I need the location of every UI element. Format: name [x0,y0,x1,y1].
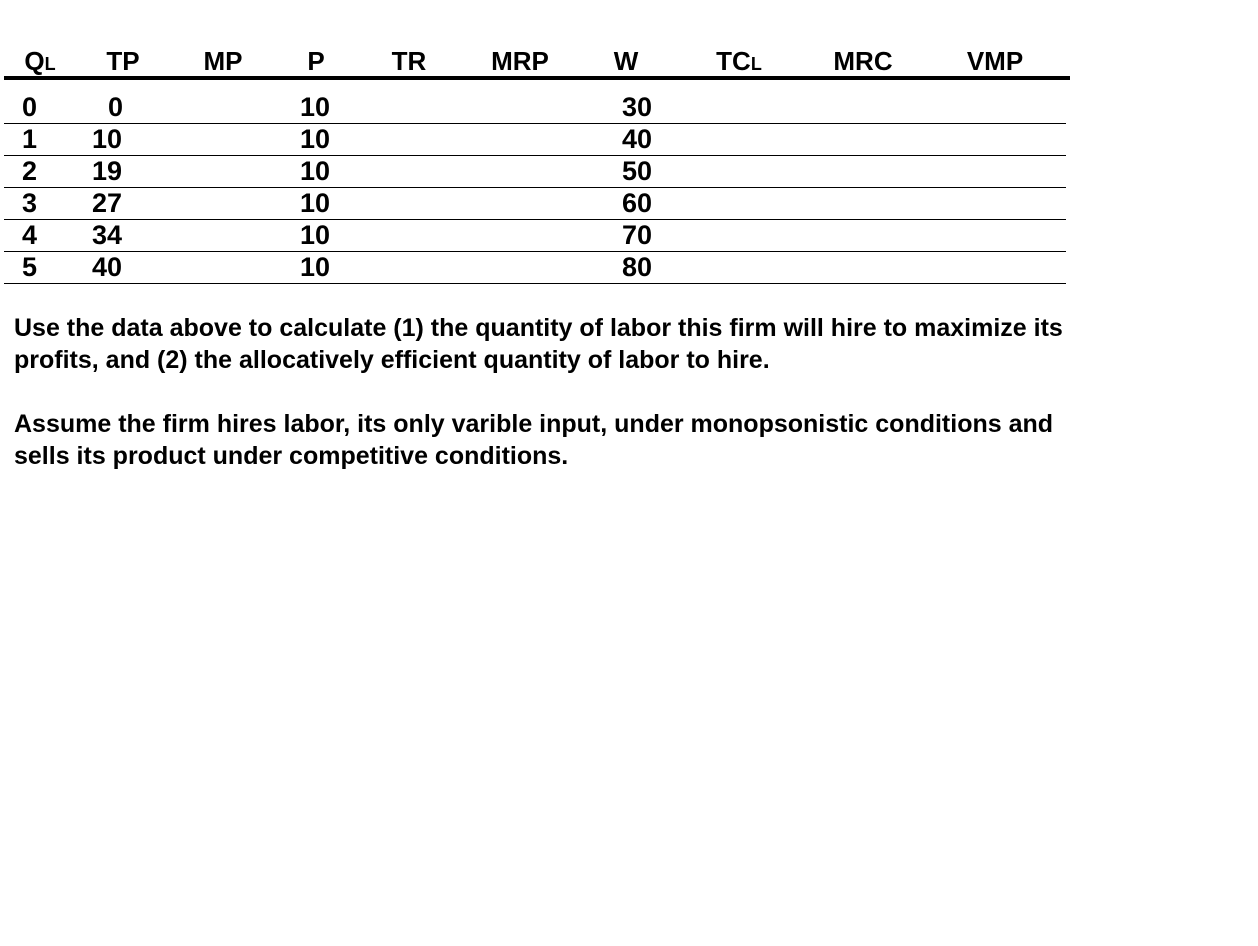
table-row [4,252,1066,284]
cell-tp: 40 [92,252,123,282]
table-row [4,156,1066,188]
header-mrp: MRP [491,46,549,76]
cell-w: 50 [622,156,653,186]
cell-p: 10 [300,92,331,122]
table-row [4,188,1066,220]
table-row [4,80,1066,124]
table-row [4,220,1066,252]
header-tp: TP [106,46,140,76]
cell-tp: 34 [92,220,123,250]
cell-w: 30 [622,92,653,122]
instruction-paragraph-2: Assume the firm hires labor, its only varible input, under monopsonistic conditions and sells its product under competitive conditions. [14,410,1054,470]
header-ql: QL [24,46,56,76]
cell-p: 10 [300,252,331,282]
header-tr: TR [391,46,427,76]
cell-p: 10 [300,156,331,186]
cell-ql: 3 [22,188,38,218]
header-mrc: MRC [833,46,893,76]
cell-p: 10 [300,124,331,154]
instruction-paragraph-1: Use the data above to calculate (1) the quantity of labor this firm will hire to maximize its profits, and (2) the allocatively efficient quantity of labor to hire. [14,314,1063,374]
cell-ql: 5 [22,252,38,282]
table-header-row [4,40,1070,80]
cell-ql: 2 [22,156,38,186]
cell-ql: 0 [22,92,38,122]
cell-ql: 4 [22,220,38,250]
cell-tp: 10 [92,124,123,154]
cell-w: 80 [622,252,653,282]
header-vmp: VMP [966,46,1024,76]
header-mp: MP [203,46,243,76]
cell-p: 10 [300,188,331,218]
cell-w: 60 [622,188,653,218]
cell-p: 10 [300,220,331,250]
labor-data-table [4,40,1070,284]
cell-tp: 0 [108,92,124,122]
cell-w: 70 [622,220,653,250]
header-p: P [307,46,325,76]
table-row [4,124,1066,156]
header-tcl: TCL [716,46,762,76]
header-w: W [613,46,639,76]
cell-tp: 27 [92,188,123,218]
cell-tp: 19 [92,156,123,186]
cell-ql: 1 [22,124,38,154]
cell-w: 40 [622,124,653,154]
